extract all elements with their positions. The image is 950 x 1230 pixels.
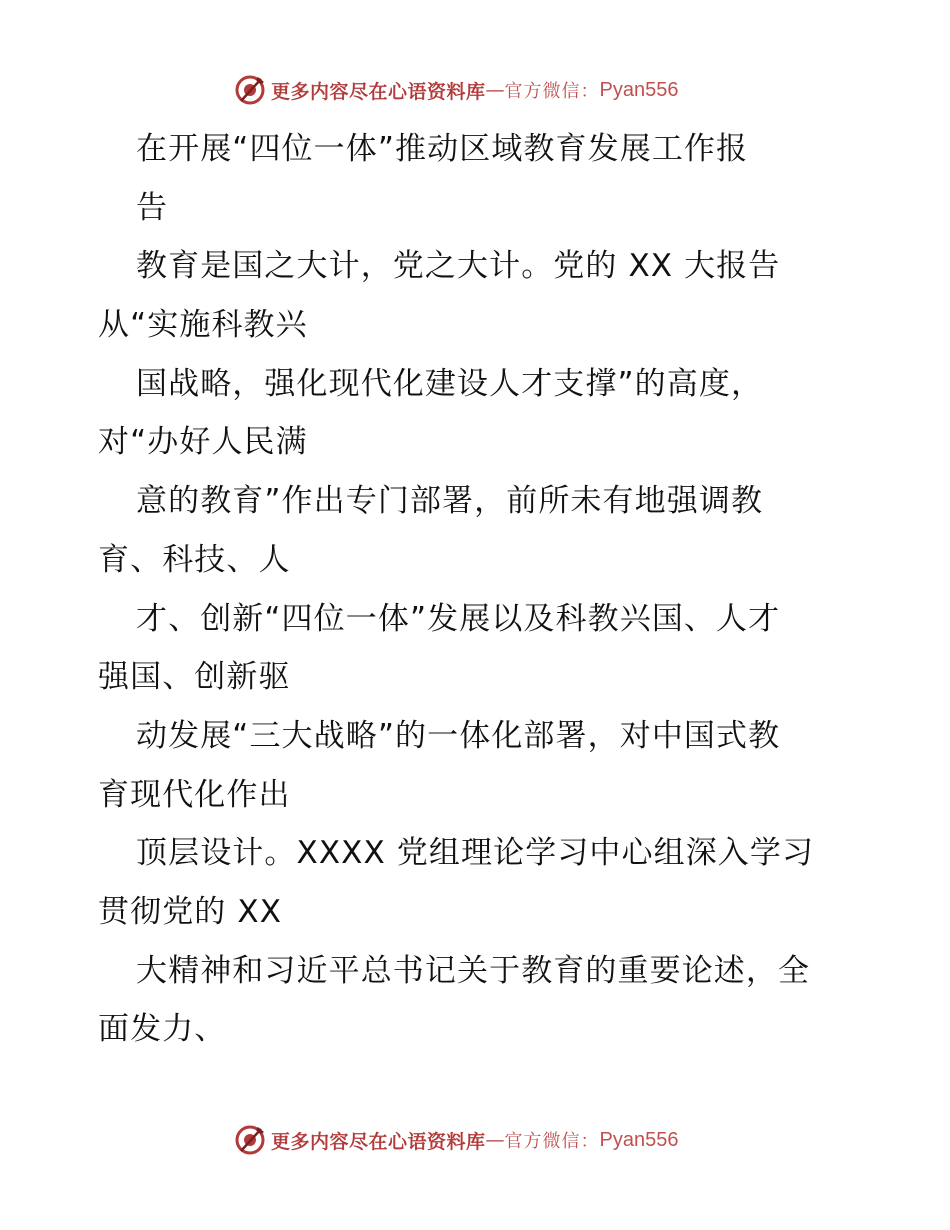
document-body — [98, 120, 898, 1059]
paragraph-line: 教育是国之大计，党之大计。党的 XX 大报告 — [136, 248, 781, 285]
paragraph-line: 才、创新“四位一体”发展以及科教兴国、人才 — [136, 600, 781, 637]
paragraph-line: 动发展“三大战略”的一体化部署，对中国式教 — [136, 717, 781, 754]
paragraph-line: 从“实施科教兴 — [98, 307, 308, 344]
banner-title: 更多内容尽在心语资料库 — [271, 1130, 486, 1153]
paragraph-line: 意的教育”作出专门部署，前所未有地强调教 — [136, 483, 764, 520]
paragraph-line: 国战略，强化现代化建设人才支撑”的高度， — [136, 365, 764, 402]
header-banner[interactable] — [233, 72, 678, 108]
brush-circle-logo-icon — [233, 73, 267, 107]
banner-dash: — — [485, 79, 505, 101]
paragraph-line: 大精神和习近平总书记关于教育的重要论述，全 — [136, 952, 811, 989]
paragraph-line: 顶层设计。XXXX 党组理论学习中心组深入学习 — [136, 835, 815, 872]
paragraph-line: 对“办好人民满 — [98, 424, 308, 461]
title-line-1: 在开展“四位一体”推动区域教育发展工作报 — [136, 131, 749, 167]
footer-banner[interactable] — [233, 1122, 678, 1158]
paragraph-line: 面发力、 — [98, 1011, 227, 1048]
paragraph-line: 贯彻党的 XX — [98, 893, 283, 930]
title-line-2: 告 — [136, 189, 169, 226]
paragraph-line: 育、科技、人 — [98, 541, 291, 578]
brush-circle-logo-icon — [233, 1123, 267, 1157]
banner-title: 更多内容尽在心语资料库 — [271, 80, 486, 103]
banner-wechat-id: Pyan556 — [599, 1128, 679, 1151]
paragraph-line: 强国、创新驱 — [98, 659, 291, 696]
banner-wechat-label: 官方微信： — [504, 1131, 600, 1152]
banner-wechat-id: Pyan556 — [599, 78, 679, 101]
banner-wechat-label: 官方微信： — [504, 81, 600, 102]
paragraph-line: 育现代化作出 — [98, 776, 291, 813]
banner-dash: — — [485, 1129, 505, 1151]
